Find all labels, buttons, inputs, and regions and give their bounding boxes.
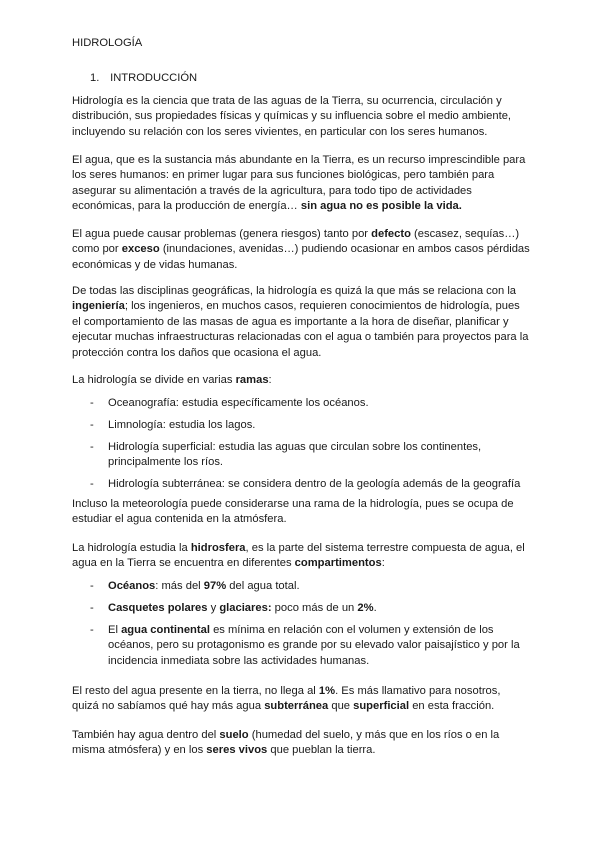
document-title: HIDROLOGÍA — [72, 37, 143, 49]
section-number: 1. — [90, 72, 100, 84]
paragraph-definition: Hidrología es la ciencia que trata de las aguas de la Tierra, su ocurrencia, circulación y distribución, sus propiedades físicas y químicas y su influencia sobre el medio ambiente, incluyendo su relación con los seres vivientes, en particular con los seres humanos. — [72, 95, 512, 138]
section-heading — [90, 71, 197, 86]
section-label: INTRODUCCIÓN — [110, 72, 198, 84]
list-item: - El agua continental es mínima en relación con el volumen y extensión de los océanos, pero su protagonismo es grande por su elevado valor paisajístico y por la incidencia inmediata sobre las actividades humanas. — [72, 623, 530, 669]
paragraph-water-resource: El agua, que es la sustancia más abundante en la Tierra, es un recurso imprescindible para los seres humanos: en primer lugar para sus funciones biológicas, pero también para asegurar su alimentación a través de la agricultura, para todo tipo de actividades económicas, para la producción de energía… sin agua no es posible la vida. — [72, 154, 526, 213]
paragraph-engineering: De todas las disciplinas geográficas, la hidrología es quizá la que más se relaciona con la ingeniería; los ingenieros, en muchos casos, requieren conocimientos de hidrología, pues el comportamiento de las masas de agua es importante a la hora de diseñar, planificar y ejecutar muchas infraestructuras relacionadas con el agua o también para proyectos para la protección contra los daños que ocasiona el agua. — [72, 285, 529, 359]
list-item: - Oceanografía: estudia específicamente los océanos. — [72, 396, 530, 411]
list-item: - Limnología: estudia los lagos. — [72, 418, 530, 433]
list-item: - Hidrología superficial: estudia las aguas que circulan sobre los continentes, principalmente los ríos. — [72, 440, 530, 471]
paragraph-soil-water: También hay agua dentro del suelo (humedad del suelo, y más que en los ríos o en la misma atmósfera) y en los seres vivos que pueblan la tierra. — [72, 729, 500, 757]
paragraph-risks: El agua puede causar problemas (genera riesgos) tanto por defecto (escasez, sequías…) como por exceso (inundaciones, avenidas…) pudiendo ocasionar en ambos casos pérdidas económicas y de vidas humanas. — [72, 228, 530, 271]
paragraph-remaining-water: El resto del agua presente en la tierra, no llega al 1%. Es más llamativo para nosotros, quizá no sabíamos qué hay más agua subterránea que superficial en esta fracción. — [72, 685, 501, 713]
compartments-list — [72, 579, 530, 676]
list-item: - Hidrología subterránea: se considera dentro de la geología además de la geografía — [72, 477, 530, 492]
list-item: - Casquetes polares y glaciares: poco más de un 2%. — [72, 601, 530, 616]
list-item: - Océanos: más del 97% del agua total. — [72, 579, 530, 594]
branches-list — [72, 396, 530, 499]
paragraph-branches-intro: La hidrología se divide en varias ramas: — [72, 374, 272, 386]
paragraph-meteorology: Incluso la meteorología puede considerarse una rama de la hidrología, pues se ocupa de estudiar el agua contenida en la atmósfera. — [72, 498, 514, 526]
paragraph-hydrosphere: La hidrología estudia la hidrosfera, es la parte del sistema terrestre compuesta de agua, el agua en la Tierra se encuentra en diferentes compartimentos: — [72, 542, 525, 570]
